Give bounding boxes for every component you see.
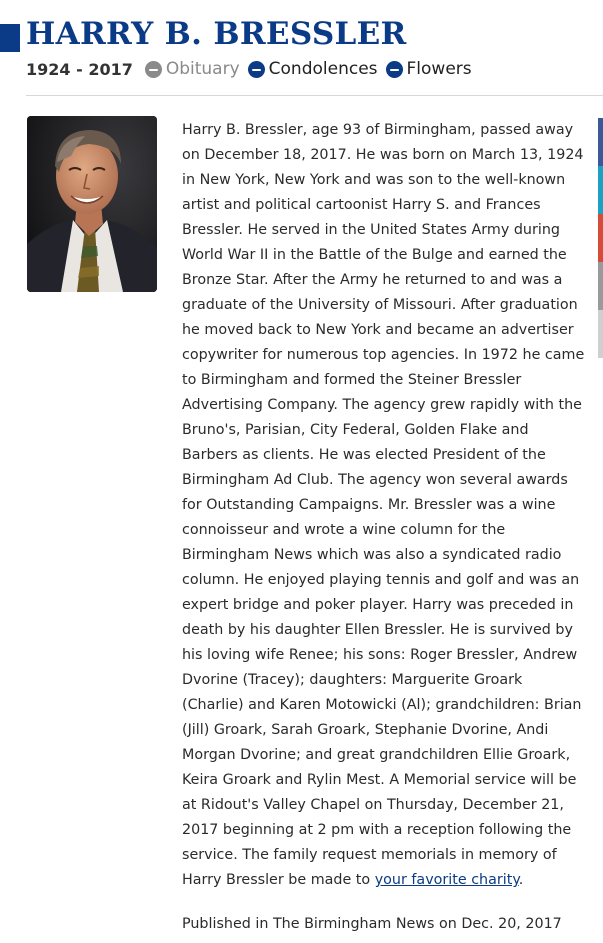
nav-obituary-label: Obituary bbox=[165, 59, 240, 79]
nav-flowers-label: Flowers bbox=[406, 59, 472, 79]
nav-condolences-link[interactable] bbox=[248, 59, 378, 79]
side-tab-1[interactable] bbox=[598, 118, 603, 166]
obituary-body bbox=[182, 118, 587, 893]
obituary-body-text: Harry B. Bressler, age 93 of Birmingham, passed away on December 18, 2017. He was born on March 13, 1924 in New York, New York and was son to the well-known artist and political cartoonist Harry S. and Frances Bressler. He served in the United States Army during World War II in the Battle of the Bulge and earned the Bronze Star. After the Army he returned to and was a graduate of the University of Missouri. After graduation he moved back to New York and became an advertiser copywriter for numerous top agencies. In 1972 he came to Birmingham and formed the Steiner Bressler Advertising Company. The agency grew rapidly with the Bruno's, Parisian, City Federal, Golden Flake and Barbers as clients. He was elected President of the Birmingham Ad Club. The agency won several awards for Outstanding Campaigns. Mr. Bressler was a wine connoisseur and wrote a wine column for the Birmingham News which was also a syndicated radio column. He enjoyed playing tennis and golf and was an expert bridge and poker player. Harry was preceded in death by his daughter Ellen Bressler. He is survived by his loving wife Renee; his sons: Roger Bressler, Andrew Dvorine (Tracey); daughters: Marguerite Groark (Charlie) and Karen Motowicki (Al); grandchildren: Brian (Jill) Groark, Sarah Groark, Stephanie Dvorine, Andi Morgan Dvorine; and great grandchildren Ellie Groark, Keira Groark and Rylin Mest. A Memorial service will be at Ridout's Valley Chapel on Thursday, December 21, 2017 beginning at 2 pm with a reception following the service. The family request memorials in memory of Harry Bressler be made to bbox=[182, 122, 585, 888]
portrait-photo bbox=[27, 116, 157, 292]
life-dates: 1924 - 2017 bbox=[26, 59, 133, 79]
nav-flowers-link[interactable] bbox=[386, 59, 472, 79]
obituary-body-end: . bbox=[518, 872, 524, 888]
nav-condolences-label: Condolences bbox=[268, 59, 378, 79]
nav-obituary-link[interactable] bbox=[145, 59, 240, 79]
side-tab-2[interactable] bbox=[598, 166, 603, 214]
condolences-icon bbox=[248, 61, 265, 78]
obituary-name-title: HARRY B. BRESSLER bbox=[26, 16, 407, 52]
portrait-image bbox=[27, 116, 157, 292]
flowers-icon bbox=[386, 61, 403, 78]
favorite-charity-link[interactable]: your favorite charity bbox=[374, 872, 519, 888]
header-divider bbox=[26, 95, 603, 96]
side-tab-5[interactable] bbox=[598, 310, 603, 358]
side-tab-4[interactable] bbox=[598, 262, 603, 310]
side-share-tabs bbox=[598, 118, 603, 358]
side-tab-3[interactable] bbox=[598, 214, 603, 262]
obituary-icon bbox=[145, 61, 162, 78]
header-accent-bar bbox=[0, 24, 20, 52]
obituary-nav bbox=[26, 58, 480, 80]
published-note: Published in The Birmingham News on Dec. 20, 2017 bbox=[182, 916, 562, 932]
